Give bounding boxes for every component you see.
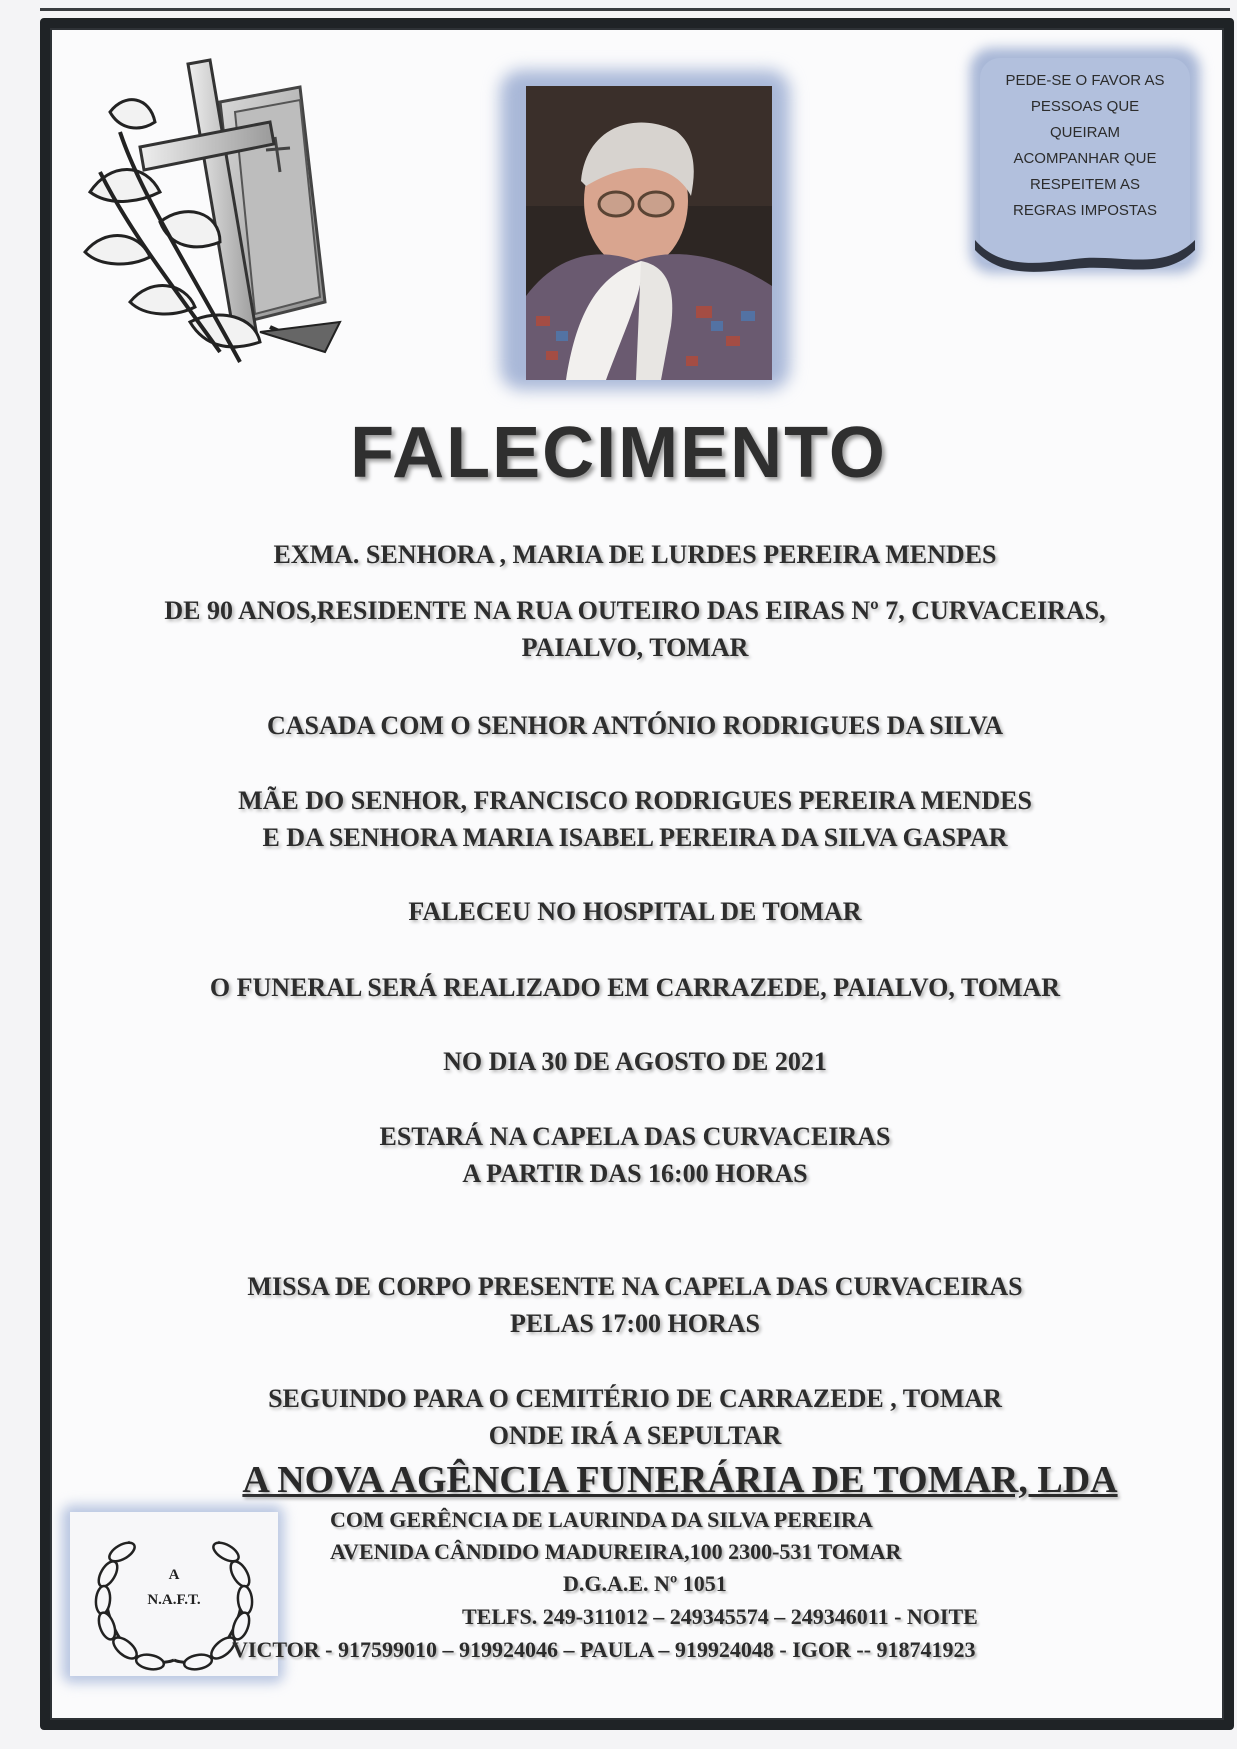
notice-line: PESSOAS QUE	[1030, 98, 1140, 115]
scan-top-edge	[40, 8, 1230, 11]
agency-address: AVENIDA CÂNDIDO MADUREIRA,100 2300-531 TOMAR	[330, 1539, 902, 1564]
agency-manager: COM GERÊNCIA DE LAURINDA DA SILVA PEREIRA	[330, 1507, 873, 1532]
cross-and-lilies-emblem	[70, 52, 370, 382]
logo-initials: N.A.F.T.	[147, 1592, 201, 1608]
agency-contacts: VICTOR - 917599010 – 919924046 – PAULA – 919924048 - IGOR -- 918741923	[232, 1637, 976, 1662]
portrait-photo	[526, 86, 772, 380]
chapel-time-line: A PARTIR DAS 16:00 HORAS	[462, 1159, 808, 1188]
mass-line: MISSA DE CORPO PRESENTE NA CAPELA DAS CURVACEIRAS	[247, 1272, 1023, 1301]
notice-line: PEDE-SE O FAVOR AS	[1005, 72, 1165, 89]
agency-dgae: D.G.A.E. Nº 1051	[563, 1571, 727, 1596]
deceased-name-line: EXMA. SENHORA , MARIA DE LURDES PEREIRA MENDES	[273, 540, 997, 569]
agency-phones: TELFS. 249-311012 – 249345574 – 249346011 - NOITE	[462, 1604, 978, 1629]
mass-time-line: PELAS 17:00 HORAS	[510, 1309, 760, 1338]
agency-name: A NOVA AGÊNCIA FUNERÁRIA DE TOMAR, LDA	[242, 1459, 1118, 1501]
chapel-line: ESTARÁ NA CAPELA DAS CURVACEIRAS	[379, 1122, 891, 1151]
page-title: FALECIMENTO	[350, 413, 887, 493]
notice-line: RESPEITEM AS	[1029, 176, 1141, 193]
funeral-date-line: NO DIA 30 DE AGOSTO DE 2021	[443, 1047, 827, 1076]
notice-box-curl	[975, 240, 1195, 280]
notice-line: ACOMPANHAR QUE	[1013, 150, 1157, 167]
notice-line: QUEIRAM	[1049, 124, 1120, 141]
death-place-line: FALECEU NO HOSPITAL DE TOMAR	[408, 897, 862, 926]
spouse-line: CASADA COM O SENHOR ANTÓNIO RODRIGUES DA SILVA	[266, 711, 1004, 740]
burial-line: ONDE IRÁ A SEPULTAR	[488, 1421, 782, 1450]
notice-box	[980, 58, 1190, 263]
children-line-2: E DA SENHORA MARIA ISABEL PEREIRA DA SILVA GASPAR	[262, 823, 1008, 852]
funeral-place-line: O FUNERAL SERÁ REALIZADO EM CARRAZEDE, PAIALVO, TOMAR	[209, 973, 1061, 1002]
residence-line: DE 90 ANOS,RESIDENTE NA RUA OUTEIRO DAS EIRAS Nº 7, CURVACEIRAS,	[164, 596, 1106, 625]
residence-line-2: PAIALVO, TOMAR	[521, 633, 749, 662]
logo-letter: A	[168, 1567, 180, 1583]
children-line-1: MÃE DO SENHOR, FRANCISCO RODRIGUES PEREIRA MENDES	[238, 786, 1032, 815]
cemetery-line: SEGUINDO PARA O CEMITÉRIO DE CARRAZEDE , TOMAR	[268, 1384, 1002, 1413]
notice-line: REGRAS IMPOSTAS	[1013, 202, 1157, 219]
